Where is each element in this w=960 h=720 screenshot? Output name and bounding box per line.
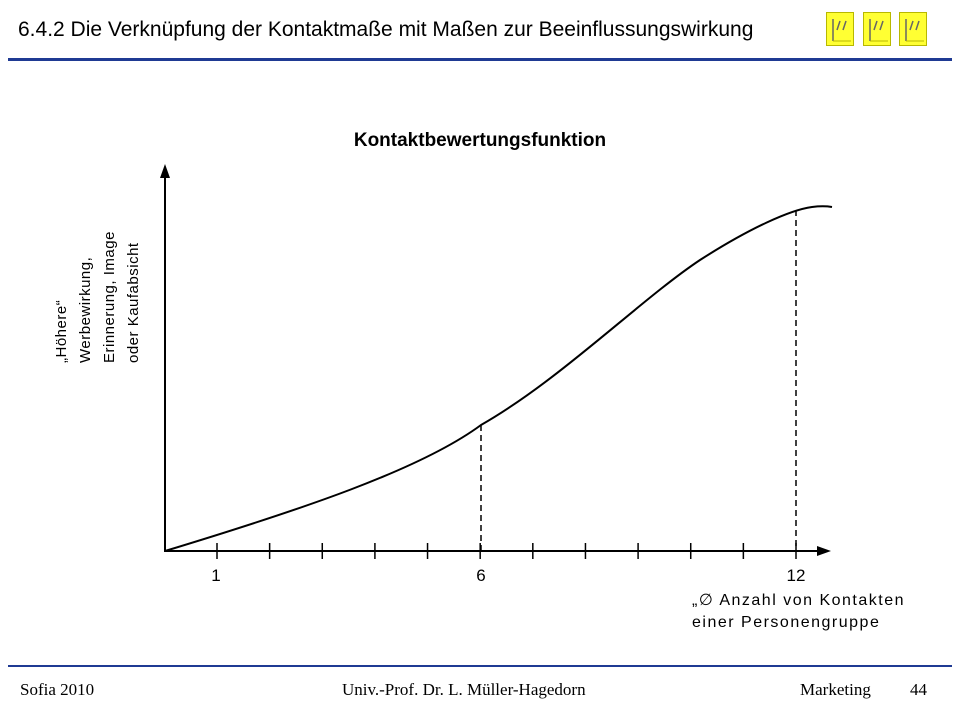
x-tick-label-12: 12 [786, 566, 806, 585]
y-axis-label [50, 231, 146, 363]
contact-evaluation-curve [165, 206, 832, 551]
footer-rule [8, 665, 952, 667]
y-axis-arrow [160, 164, 170, 178]
footer-page-number: 44 [910, 680, 927, 699]
slide-title: 6.4.2 Die Verknüpfung der Kontaktmaße mit Maßen zur Beeinflussungswirkung [18, 18, 754, 41]
y-label-line: oder Kaufabsicht [125, 242, 142, 363]
x-tick-label-1: 1 [211, 566, 221, 585]
x-label-line: „∅ Anzahl von Kontakten [692, 592, 905, 609]
footer-course: Marketing [800, 680, 871, 699]
x-axis-label [692, 590, 905, 634]
x-axis-arrow [817, 546, 831, 556]
x-label-line: einer Personengruppe [692, 614, 881, 631]
y-label-line: Erinnerung, Image [101, 231, 118, 363]
footer-location: Sofia 2010 [20, 680, 95, 699]
footer-author: Univ.-Prof. Dr. L. Müller-Hagedorn [342, 680, 586, 699]
chart-title: Kontaktbewertungsfunktion [353, 130, 607, 151]
x-tick-label-6: 6 [476, 566, 486, 585]
y-label-line: Werbewirkung, [77, 256, 94, 363]
y-label-line: „Höhere“ [53, 299, 70, 363]
